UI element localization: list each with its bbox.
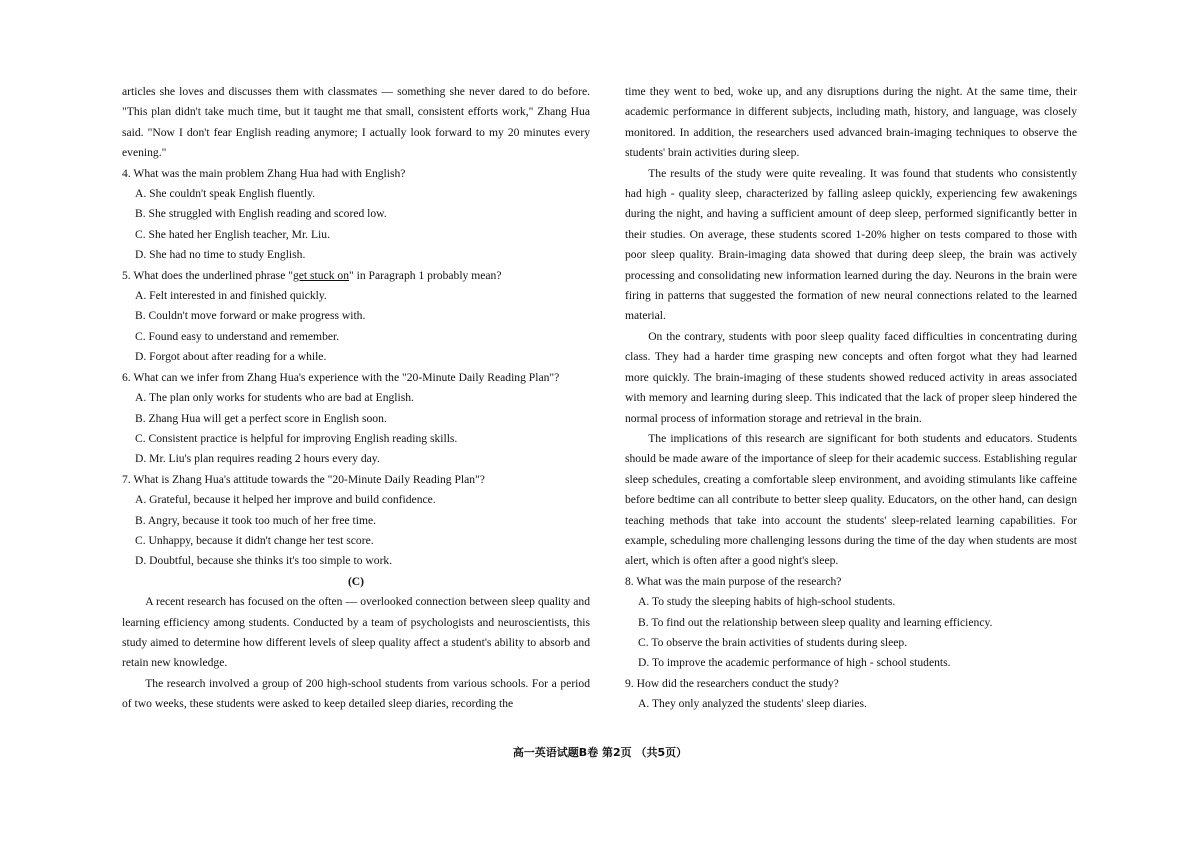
option-b: B. Zhang Hua will get a perfect score in English soon. bbox=[135, 411, 387, 425]
option-a: A. Grateful, because it helped her improve and build confidence. bbox=[135, 493, 436, 507]
option-c: C. To observe the brain activities of students during sleep. bbox=[638, 635, 908, 649]
option-c: C. Found easy to understand and remember. bbox=[135, 329, 340, 343]
option-d: D. To improve the academic performance of high - school students. bbox=[638, 656, 951, 670]
question-8 bbox=[625, 572, 1077, 674]
page-footer: 高一英语试题B卷 第2页 （共5页） bbox=[512, 746, 688, 759]
passage-c-para2: The research involved a group of 200 high-school students from various schools. For a period of two weeks, these students were asked to keep detailed sleep diaries, recording the bbox=[122, 676, 590, 711]
question-stem: 8. What was the main purpose of the research? bbox=[625, 574, 842, 588]
option-d: D. Forgot about after reading for a while. bbox=[135, 350, 327, 364]
option-a: A. Felt interested in and finished quickly. bbox=[135, 289, 327, 303]
option-d: D. Doubtful, because she thinks it's too simple to work. bbox=[135, 554, 393, 568]
question-7 bbox=[122, 470, 590, 572]
question-stem: 7. What is Zhang Hua's attitude towards the "20-Minute Daily Reading Plan"? bbox=[122, 472, 485, 486]
passage-b-continuation: articles she loves and discusses them with classmates — something she never dared to do before. "This plan didn't take much time, but it taught me that small, consistent efforts work," Zhang Hua said. "Now I don't fear English reading anymore; I actually look forward to my 20 minutes every evening." bbox=[122, 85, 590, 160]
question-stem: 4. What was the main problem Zhang Hua had with English? bbox=[122, 166, 406, 180]
question-9 bbox=[625, 674, 1077, 715]
option-a: A. They only analyzed the students' sleep diaries. bbox=[638, 697, 867, 711]
stem-pre: 5. What does the underlined phrase " bbox=[122, 268, 293, 282]
question-stem: 9. How did the researchers conduct the study? bbox=[625, 676, 839, 690]
stem-post: " in Paragraph 1 probably mean? bbox=[349, 268, 502, 282]
passage-c-para3: The results of the study were quite revealing. It was found that students who consistently had high - quality sleep, characterized by falling asleep quickly, experiencing few awakenings during the night, and having a sufficient amount of deep sleep, performed significantly better in their studies. On average, these students scored 1-20% higher on tests compared to those with poor sleep quality. Brain-imaging data showed that during deep sleep, the brain was actively processing and consolidating new information learned during the day. Neurons in the brain were firing in patterns that suggested the formation of new neural connections related to the learned material. bbox=[625, 166, 1077, 323]
option-a: A. The plan only works for students who are bad at English. bbox=[135, 391, 414, 405]
question-stem: 6. What can we infer from Zhang Hua's experience with the "20-Minute Daily Reading Plan"? bbox=[122, 370, 560, 384]
option-c: C. Consistent practice is helpful for improving English reading skills. bbox=[135, 431, 458, 445]
passage-c-para1: A recent research has focused on the often — overlooked connection between sleep quality and learning efficiency among students. Conducted by a team of psychologists and neuroscientists, this study aimed to determine how different levels of sleep quality affect a student's ability to absorb and retain new knowledge. bbox=[122, 595, 590, 670]
option-b: B. She struggled with English reading and scored low. bbox=[135, 207, 387, 221]
question-stem bbox=[122, 266, 590, 286]
option-c: C. She hated her English teacher, Mr. Liu. bbox=[135, 227, 330, 241]
option-d: D. She had no time to study English. bbox=[135, 248, 306, 262]
option-b: B. Angry, because it took too much of her free time. bbox=[135, 513, 377, 527]
option-d: D. Mr. Liu's plan requires reading 2 hours every day. bbox=[135, 452, 380, 466]
left-column bbox=[122, 82, 590, 715]
underlined-phrase: get stuck on bbox=[292, 268, 349, 282]
option-b: B. Couldn't move forward or make progress with. bbox=[135, 309, 366, 323]
option-c: C. Unhappy, because it didn't change her test score. bbox=[135, 533, 374, 547]
option-a: A. She couldn't speak English fluently. bbox=[135, 187, 316, 201]
passage-c-para2-continuation: time they went to bed, woke up, and any disruptions during the night. At the same time, their academic performance in different subjects, including math, history, and language, was closely monitored. In addition, the researchers used advanced brain-imaging techniques to observe the students' brain activities during sleep. bbox=[625, 85, 1077, 160]
right-column bbox=[625, 82, 1077, 715]
question-6 bbox=[122, 368, 590, 470]
option-a: A. To study the sleeping habits of high-school students. bbox=[638, 595, 896, 609]
passage-c-para4: On the contrary, students with poor sleep quality faced difficulties in concentrating during class. They had a harder time grasping new concepts and often forgot what they had learned more quickly. The brain-imaging of these students showed reduced activity in areas associated with memory and learning during sleep. This indicated that the lack of proper sleep hindered the normal process of information storage and retrieval in the brain. bbox=[625, 329, 1077, 425]
option-b: B. To find out the relationship between sleep quality and learning efficiency. bbox=[638, 615, 993, 629]
question-4 bbox=[122, 164, 590, 266]
question-5 bbox=[122, 266, 590, 368]
section-title: (C) bbox=[347, 574, 365, 588]
passage-c-para5: The implications of this research are significant for both students and educators. Students should be made aware of the importance of sleep for their academic success. Establishing regular sleep schedules, creating a comfortable sleep environment, and avoiding stimulants like caffeine before bedtime can all contribute to better sleep quality. Educators, on the other hand, can design teaching methods that take into account the students' sleep-related learning capabilities. For example, scheduling more challenging lessons during the time of the day when students are most alert, which is often after a good night's sleep. bbox=[625, 431, 1077, 568]
